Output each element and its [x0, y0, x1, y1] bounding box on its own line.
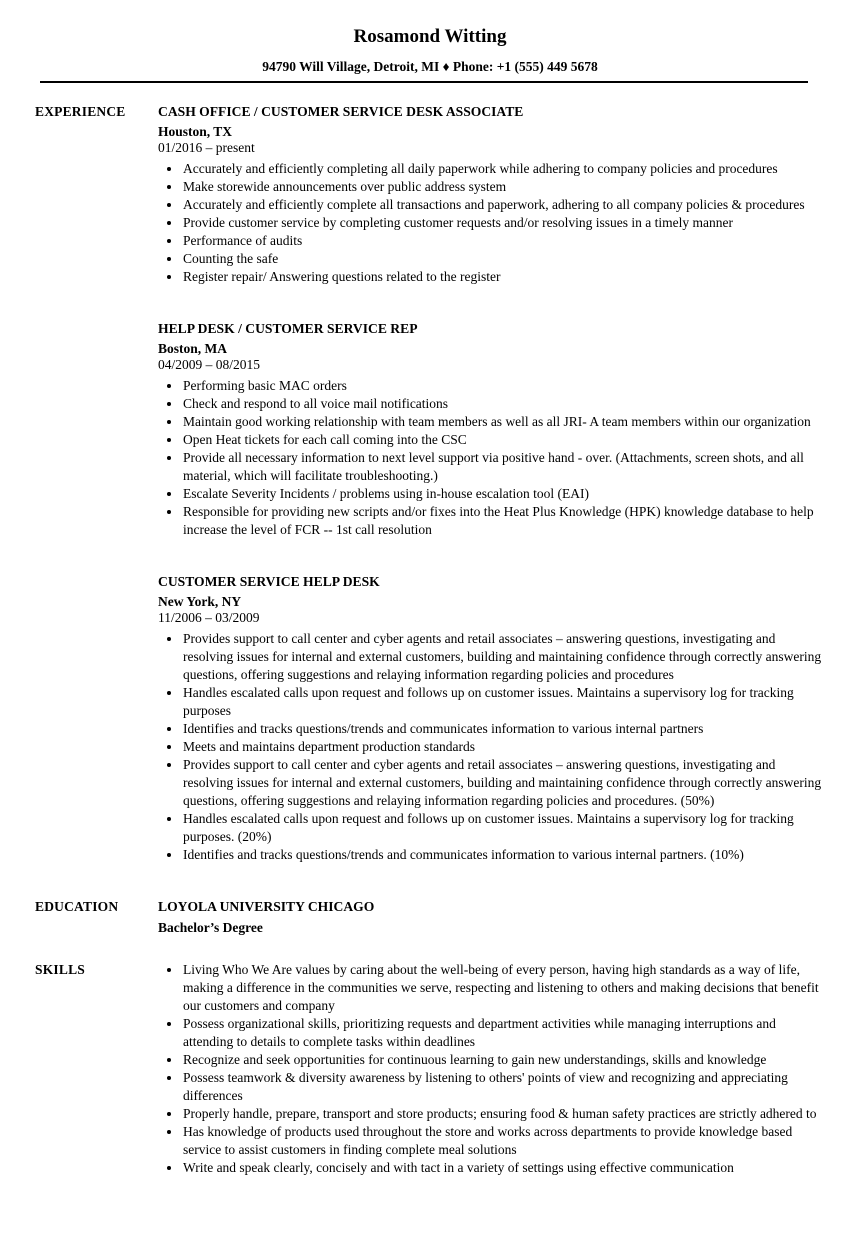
job-title: HELP DESK / CUSTOMER SERVICE REP	[158, 321, 418, 336]
education-content	[158, 898, 822, 935]
job-title: CASH OFFICE / CUSTOMER SERVICE DESK ASSOCIATE	[158, 104, 524, 119]
bullet-item: • Provides support to call center and cyber agents and retail associates – answering questions, investigating and resolving issues for internal and external customers, building and maintaining confidence through correctly answering questions, offering suggestions and relaying information regarding policies and procedures	[182, 630, 822, 684]
bullet-item: • Handles escalated calls upon request and follows up on customer issues. Maintains a supervisory log for tracking purposes. (20%)	[182, 810, 822, 846]
education-section	[0, 898, 860, 935]
job-location: New York, NY	[158, 594, 242, 609]
job-location: Boston, MA	[158, 341, 228, 356]
job-entry-3	[158, 573, 822, 864]
bullet-item: • Has knowledge of products used throughout the store and works across departments to provide knowledge based service to assist customers in finding complete meal solutions	[182, 1123, 822, 1159]
bullet-item: • Recognize and seek opportunities for continuous learning to gain new understandings, skills and knowledge	[182, 1051, 822, 1069]
bullet-item: • Open Heat tickets for each call coming into the CSC	[182, 431, 822, 449]
job-dates: 01/2016 – present	[158, 140, 255, 155]
bullet-item: • Accurately and efficiently complete all transactions and paperwork, adhering to all company policies & procedures	[182, 196, 822, 214]
header-rule	[40, 81, 808, 83]
resume-header	[0, 0, 860, 83]
contact-line: 94790 Will Village, Detroit, MI ♦ Phone: +1 (555) 449 5678	[262, 59, 598, 74]
job-entry-2	[158, 320, 822, 539]
bullet-item: • Make storewide announcements over public address system	[182, 178, 822, 196]
bullet-item: • Check and respond to all voice mail notifications	[182, 395, 822, 413]
bullet-item: • Accurately and efficiently completing all daily paperwork while adhering to company policies and procedures	[182, 160, 822, 178]
experience-section-label: EXPERIENCE	[35, 104, 126, 119]
bullet-item: • Performance of audits	[182, 232, 822, 250]
skills-content	[158, 961, 822, 1177]
education-school: LOYOLA UNIVERSITY CHICAGO	[158, 899, 375, 914]
education-section-label: EDUCATION	[35, 899, 119, 914]
bullet-item: • Possess organizational skills, prioritizing requests and department activities while managing interruptions and attending to details to complete tasks within deadlines	[182, 1015, 822, 1051]
skills-section-label: SKILLS	[35, 962, 85, 977]
job-location: Houston, TX	[158, 124, 233, 139]
candidate-name: Rosamond Witting	[353, 26, 507, 47]
bullet-item: • Performing basic MAC orders	[182, 377, 822, 395]
bullet-item: • Provide all necessary information to next level support via positive hand - over. (Attachments, screen shots, and all material, which will facilitate troubleshooting.)	[182, 449, 822, 485]
job-dates: 11/2006 – 03/2009	[158, 610, 260, 625]
job-title: CUSTOMER SERVICE HELP DESK	[158, 574, 380, 589]
bullet-item: • Meets and maintains department production standards	[182, 738, 822, 756]
job-bullet-list	[158, 630, 822, 864]
job-dates: 04/2009 – 08/2015	[158, 357, 261, 372]
bullet-item: • Responsible for providing new scripts and/or fixes into the Heat Plus Knowledge (HPK) knowledge database to help increase the level of FCR -- 1st call resolution	[182, 503, 822, 539]
job-bullet-list	[158, 377, 822, 539]
bullet-item: • Register repair/ Answering questions related to the register	[182, 268, 822, 286]
experience-section	[0, 103, 860, 864]
bullet-item: • Escalate Severity Incidents / problems using in-house escalation tool (EAI)	[182, 485, 822, 503]
bullet-item: • Properly handle, prepare, transport and store products; ensuring food & human safety practices are strictly adhered to	[182, 1105, 822, 1123]
experience-content	[158, 103, 822, 864]
skills-section	[0, 961, 860, 1177]
bullet-item: • Identifies and tracks questions/trends and communicates information to various internal partners	[182, 720, 822, 738]
education-degree: Bachelor’s Degree	[158, 920, 263, 935]
bullet-item: • Provide customer service by completing customer requests and/or resolving issues in a timely manner	[182, 214, 822, 232]
bullet-item: • Possess teamwork & diversity awareness by listening to others' points of view and recognizing and appreciating differences	[182, 1069, 822, 1105]
bullet-item: • Maintain good working relationship with team members as well as all JRI- A team members within our organization	[182, 413, 822, 431]
skills-bullet-list	[158, 961, 822, 1177]
bullet-item: • Living Who We Are values by caring about the well-being of every person, having high standards as a way of life, making a difference in the communities we serve, respecting and listening to others and making decisions that benefit our customers and company	[182, 961, 822, 1015]
job-bullet-list	[158, 160, 822, 286]
job-entry-1	[158, 103, 822, 286]
bullet-item: • Handles escalated calls upon request and follows up on customer issues. Maintains a supervisory log for tracking purposes	[182, 684, 822, 720]
bullet-item: • Provides support to call center and cyber agents and retail associates – answering questions, investigating and resolving issues for internal and external customers, building and maintaining confidence through correctly answering questions, offering suggestions and relaying information regarding policies and procedures. (50%)	[182, 756, 822, 810]
bullet-item: • Identifies and tracks questions/trends and communicates information to various internal partners. (10%)	[182, 846, 822, 864]
bullet-item: • Write and speak clearly, concisely and with tact in a variety of settings using effective communication	[182, 1159, 822, 1177]
bullet-item: • Counting the safe	[182, 250, 822, 268]
